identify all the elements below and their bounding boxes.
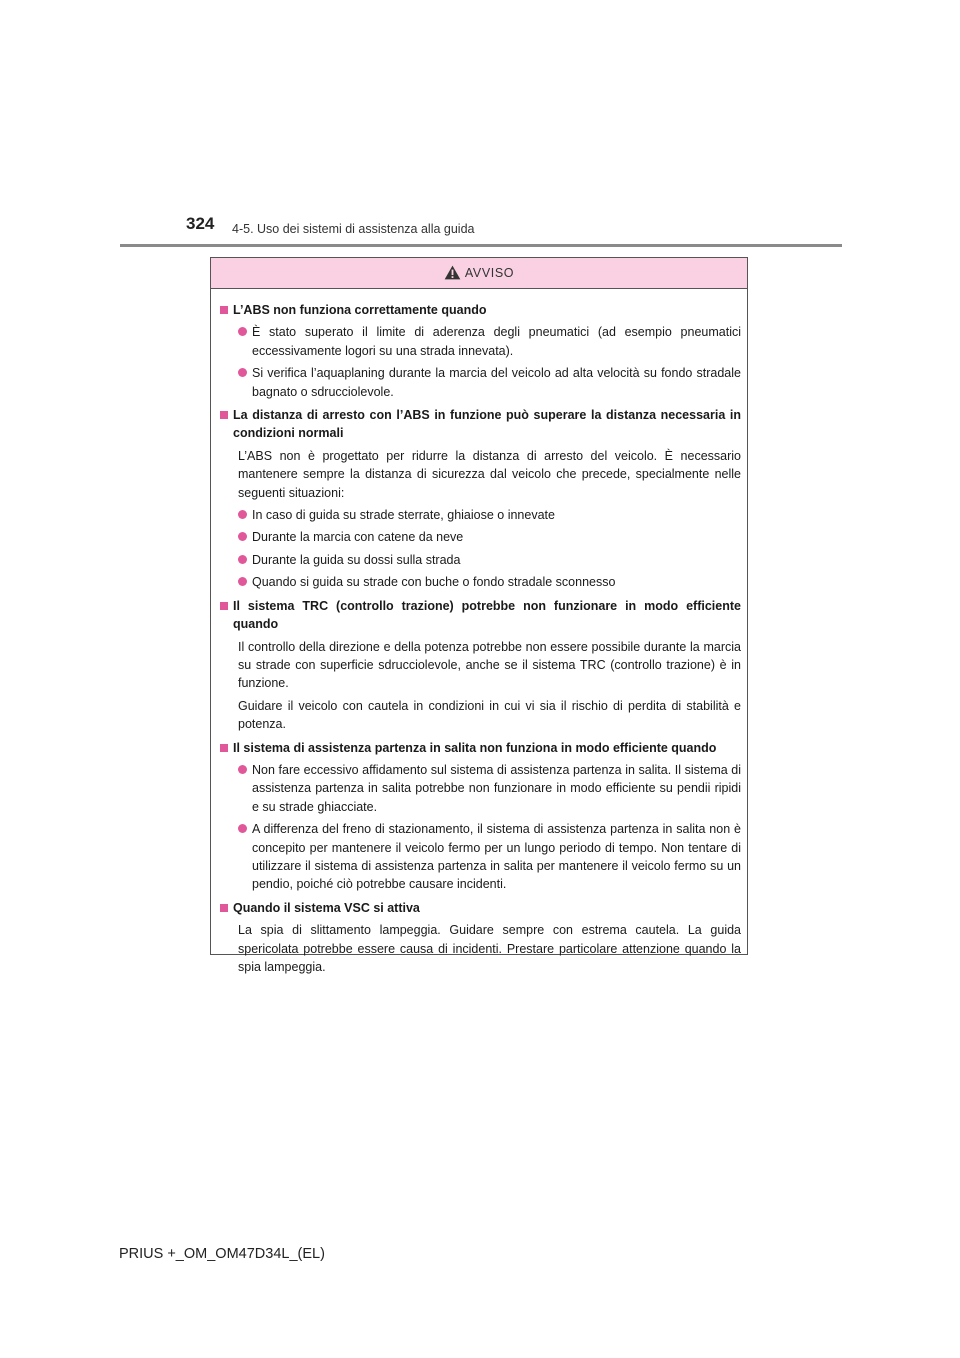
square-bullet-icon bbox=[220, 904, 228, 912]
item-heading: Quando il sistema VSC si attiva bbox=[233, 900, 420, 915]
round-bullet-icon bbox=[238, 555, 247, 564]
square-bullet-icon bbox=[220, 744, 228, 752]
bullet-item bbox=[238, 573, 741, 591]
warning-item bbox=[220, 597, 741, 734]
item-paragraph: Il controllo della direzione e della potenza potrebbe non essere possibile durante la marcia su strade con superficie sdrucciolevole, anche se il sistema TRC (controllo trazione) è in funzione. bbox=[238, 639, 741, 691]
warning-header bbox=[211, 258, 747, 289]
square-bullet-icon bbox=[220, 306, 228, 314]
round-bullet-icon bbox=[238, 510, 247, 519]
bullet-item bbox=[238, 761, 741, 816]
round-bullet-icon bbox=[238, 824, 247, 833]
warning-item bbox=[220, 739, 741, 894]
round-bullet-icon bbox=[238, 368, 247, 377]
item-heading: L’ABS non funziona correttamente quando bbox=[233, 303, 487, 317]
item-paragraph: Guidare il veicolo con cautela in condizioni in cui vi sia il rischio di perdita di stabilità e potenza. bbox=[238, 698, 741, 732]
bullet-item bbox=[238, 528, 741, 546]
warning-item bbox=[220, 899, 741, 977]
warning-item bbox=[220, 301, 741, 401]
item-paragraph: L’ABS non è progettato per ridurre la distanza di arresto del veicolo. È necessario mantenere sempre la distanza di sicurezza dal veicolo che precede, specialmente nelle seguenti situazioni: bbox=[238, 448, 741, 500]
header-rule bbox=[120, 244, 842, 247]
bullet-item bbox=[238, 323, 741, 360]
bullet-text: Non fare eccessivo affidamento sul sistema di assistenza partenza in salita. Il sistema di assistenza partenza in salita potrebbe non funzionare in modo efficiente su pendii ripidi e su strade ghiacciate. bbox=[252, 762, 741, 814]
item-heading: Il sistema di assistenza partenza in salita non funziona in modo efficiente quando bbox=[233, 740, 717, 755]
item-paragraph: La spia di slittamento lampeggia. Guidare sempre con estrema cautela. La guida spericolata potrebbe essere causa di incidenti. Prestare particolare attenzione quando la spia lampeggia. bbox=[238, 923, 741, 974]
warning-item bbox=[220, 406, 741, 592]
footer-code: PRIUS +_OM_OM47D34L_(EL) bbox=[119, 1246, 325, 1262]
round-bullet-icon bbox=[238, 765, 247, 774]
round-bullet-icon bbox=[238, 577, 247, 586]
warning-triangle-icon bbox=[444, 267, 461, 280]
item-heading: La distanza di arresto con l’ABS in funzione può superare la distanza necessaria in condizioni normali bbox=[233, 408, 741, 441]
round-bullet-icon bbox=[238, 532, 247, 541]
warning-box bbox=[210, 257, 748, 974]
warning-body bbox=[211, 289, 747, 976]
square-bullet-icon bbox=[220, 411, 228, 419]
bullet-text: Quando si guida su strade con buche o fondo stradale sconnesso bbox=[252, 575, 616, 590]
item-heading: Il sistema TRC (controllo trazione) potrebbe non funzionare in modo efficiente quando bbox=[233, 598, 741, 632]
bullet-item bbox=[238, 506, 741, 524]
bullet-item bbox=[238, 364, 741, 401]
bullet-text: Durante la guida su dossi sulla strada bbox=[252, 552, 461, 567]
bullet-item bbox=[238, 820, 741, 894]
warning-title: AVVISO bbox=[464, 266, 515, 280]
bullet-text: A differenza del freno di stazionamento, il sistema di assistenza partenza in salita non è concepito per mantenere il veicolo fermo per un lungo periodo di tempo. Non tentare di utilizzare il sistema di assistenza partenza in salita per mantenere il veicolo fermo su un pendio, poiché ciò potrebbe causare incidenti. bbox=[252, 822, 741, 892]
square-bullet-icon bbox=[220, 602, 228, 610]
bullet-item bbox=[238, 551, 741, 569]
bullet-text: Durante la marcia con catene da neve bbox=[252, 530, 464, 545]
bullet-text: In caso di guida su strade sterrate, ghiaiose o innevate bbox=[252, 508, 555, 523]
round-bullet-icon bbox=[238, 327, 247, 336]
bullet-text: È stato superato il limite di aderenza degli pneumatici (ad esempio pneumatici eccessivamente logori su una strada innevata). bbox=[252, 325, 741, 358]
section-title: 4-5. Uso dei sistemi di assistenza alla guida bbox=[232, 222, 475, 236]
page-number: 324 bbox=[186, 214, 215, 233]
bullet-text: Si verifica l’aquaplaning durante la marcia del veicolo ad alta velocità su fondo stradale bagnato o sdrucciolevole. bbox=[252, 366, 741, 399]
